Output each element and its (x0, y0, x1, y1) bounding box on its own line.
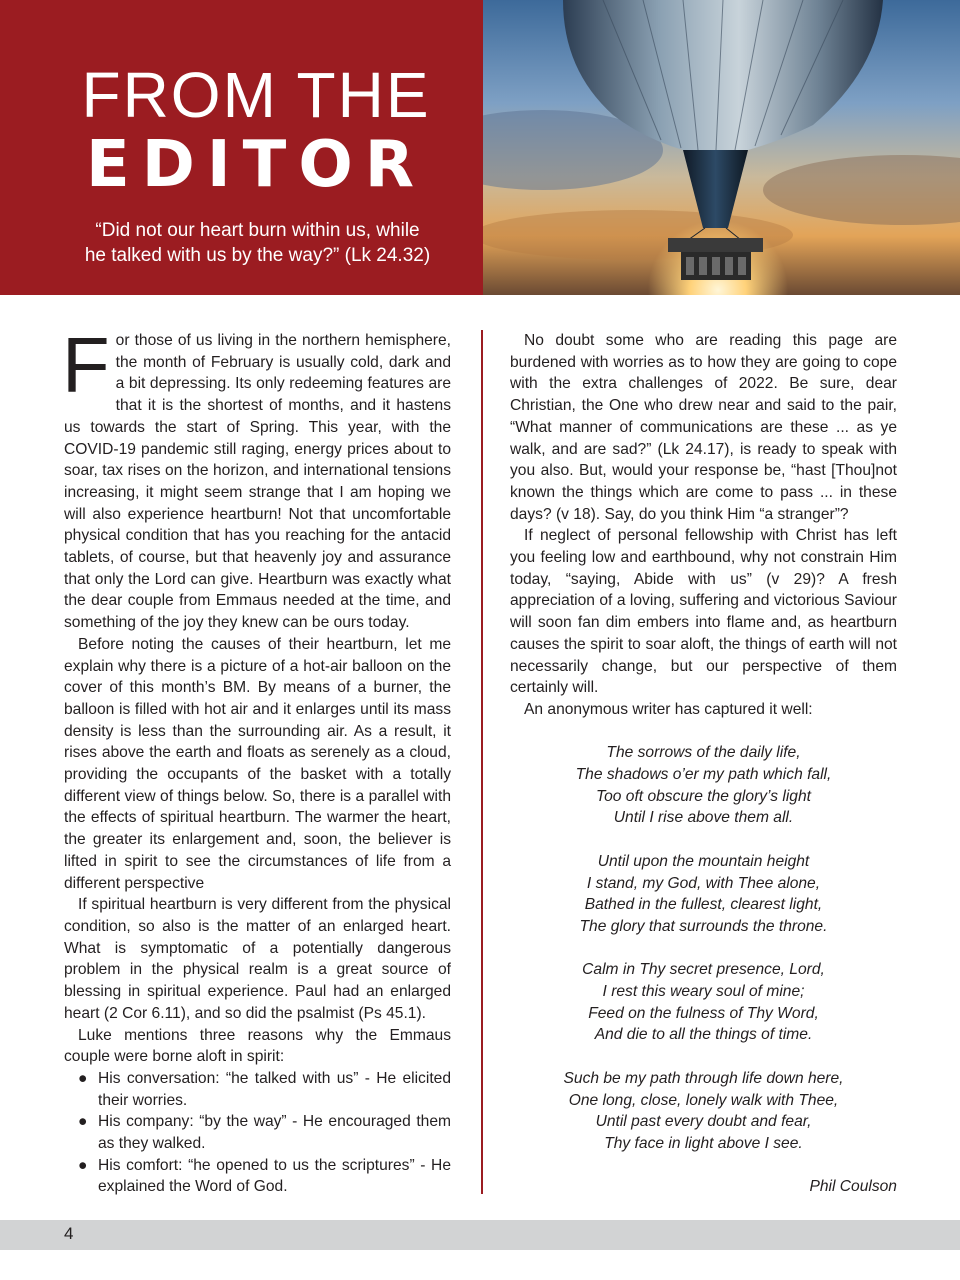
hot-air-balloon-photo (483, 0, 960, 295)
fellowship-paragraph: If neglect of personal fellowship with Christ has left you feeling low and earthbound, why not constrain Him today, “saying, Abide with us” (v 29)? A fresh appreciation of a loving, suffering and victorious Saviour will soon fan dim embers into flame and, as heartburn causes the spirit to soar aloft, the things of earth will not necessarily change, but our perspective of them certainly will. (510, 527, 897, 697)
title-editor: EDITOR (86, 128, 426, 202)
poem-stanza: Such be my path through life down here, One long, close, lonely walk with Thee, Until past every doubt and fear, Thy face in light above I see. (563, 1069, 844, 1152)
reasons-list (64, 1068, 451, 1198)
bullet-icon: ● (78, 1113, 88, 1131)
list-item: ● His conversation: “he talked with us” - He elicited their worries. (78, 1069, 451, 1109)
page-number: 4 (64, 1224, 74, 1243)
list-item: ● His company: “by the way” - He encouraged them as they walked. (78, 1113, 451, 1153)
epigraph-line-2: he talked with us by the way?” (Lk 24.32) (84, 245, 431, 266)
epigraph-line-1: “Did not our heart burn within us, while (95, 220, 420, 241)
reasons-intro-paragraph: Luke mentions three reasons why the Emmaus couple were borne aloft in spirit: (64, 1026, 451, 1066)
left-column (62, 321, 451, 1198)
column-divider (481, 330, 483, 1194)
drop-cap: F (62, 321, 110, 409)
bullet-icon: ● (78, 1069, 88, 1087)
poem-stanza: The sorrows of the daily life, The shadows o’er my path which fall, Too oft obscure the glory’s light Until I rise above them all. (575, 744, 832, 827)
intro-text: or those of us living in the northern hemisphere, the month of February is usually cold, dark and a bit depressing. Its only redeeming features are that it is the shortest of months, and it hastens us towards the start of Spring. This year, with the COVID-19 pandemic still raging, energy prices about to soar, tax rises on the horizon, and international tensions increasing, it might seem strange that I am hoping we will also experience heartburn! Not that uncomfortable physical condition that has you reaching for the antacid tablets, of course, but that heavenly joy and assurance that only the Lord can give. Heartburn was exactly what the dear couple from Emmaus needed at the time, and something of the joy they knew can be ours today. (64, 332, 451, 632)
right-column (510, 330, 897, 1198)
title-from-the: FROM THE (81, 59, 431, 131)
footer-bar (0, 1220, 960, 1250)
balloon-paragraph: Before noting the causes of their heartburn, let me explain why there is a picture of a hot-air balloon on the cover of this month’s BM. By means of a burner, the balloon is filled with hot air and it enlarges until its mass density is less than the surrounding air. As a result, it rises above the earth and floats as serenely as a cloud, providing the occupants of the basket with a totally different view of things below. So, there is a parallel with the effects of spiritual heartburn. The warmer the heart, the greater its enlargement and, soon, the believer is lifted in spirit to see the circumstances of life from a different perspective (64, 635, 451, 892)
intro-paragraph (62, 321, 451, 634)
poem (510, 742, 897, 1154)
enlarged-heart-paragraph: If spiritual heartburn is very different from the physical condition, so also is the matter of an enlarged heart. What is symptomatic of a potentially dangerous problem in the physical realm is a great source of blessing in spiritual experience. Paul had an enlarged heart (2 Cor 6.11), and so did the psalmist (Ps 45.1). (64, 896, 451, 1022)
balloon-illustration (483, 0, 960, 295)
poem-stanza: Calm in Thy secret presence, Lord, I rest this weary soul of mine; Feed on the fulness of Thy Word, And die to all the things of time. (582, 961, 825, 1044)
worries-paragraph: No doubt some who are reading this page are burdened with worries as to how they are going to cope with the extra challenges of 2022. Be sure, dear Christian, the One who drew near and said to the pair, “What manner of communications are these ... as ye walk, and are sad?” (Lk 24.17), is ready to speak with you also. But, would your response be, “hast [Thou]not known the things which are come to pass ... in these days? (v 18). Say, do you think Him “a stranger”? (510, 332, 897, 523)
poem-stanza: Until upon the mountain height I stand, my God, with Thee alone, Bathed in the fullest, clearest light, The glory that surrounds the throne. (579, 852, 828, 935)
epigraph-quote (30, 218, 485, 268)
author-signature: Phil Coulson (809, 1178, 897, 1196)
bullet-icon: ● (78, 1156, 88, 1174)
list-item: ● His comfort: “he opened to us the scriptures” - He explained the Word of God. (78, 1156, 451, 1196)
anonymous-writer-paragraph: An anonymous writer has captured it well: (524, 700, 813, 718)
